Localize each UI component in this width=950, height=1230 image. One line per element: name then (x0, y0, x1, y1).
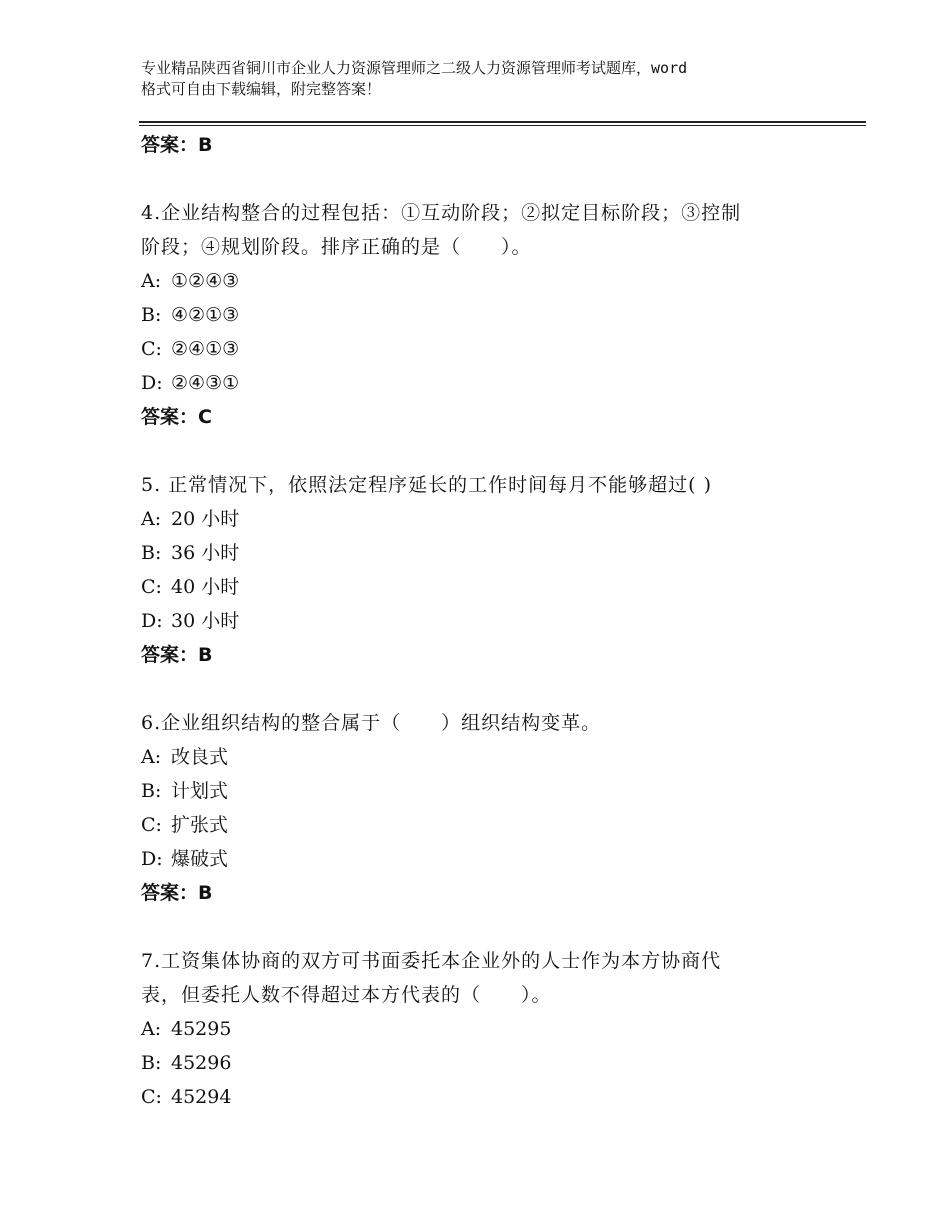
option-a (141, 1012, 841, 1046)
question-stem-line: 6.企业组织结构的整合属于（ ）组织结构变革。 (141, 712, 602, 734)
option-d (141, 842, 841, 876)
option-text: 40 小时 (171, 576, 240, 598)
question-7 (141, 944, 841, 1114)
option-c (141, 1080, 841, 1114)
option-b (141, 774, 841, 808)
option-letter: C: (141, 576, 162, 598)
option-text: 45296 (171, 1052, 232, 1074)
answer-line: 答案：B (141, 644, 213, 666)
option-a (141, 740, 841, 774)
question-stem-line: 7.工资集体协商的双方可书面委托本企业外的人士作为本方协商代 (141, 950, 722, 972)
option-text: ②④①③ (171, 338, 240, 360)
question-4 (141, 196, 841, 434)
header-title-line-1: 专业精品陕西省铜川市企业人力资源管理师之二级人力资源管理师考试题库，word (141, 59, 688, 77)
document-header (141, 58, 841, 100)
header-rule-thick (139, 121, 866, 123)
option-b (141, 536, 841, 570)
option-letter: D: (141, 372, 163, 394)
option-b (141, 298, 841, 332)
option-text: 20 小时 (171, 508, 240, 530)
question-6 (141, 706, 841, 910)
question-stem-line: 表，但委托人数不得超过本方代表的（ ）。 (141, 984, 552, 1006)
option-c (141, 332, 841, 366)
option-letter: C: (141, 1086, 162, 1108)
option-letter: A: (141, 508, 162, 530)
option-letter: A: (141, 1018, 162, 1040)
option-letter: A: (141, 746, 162, 768)
question-list (141, 128, 841, 1114)
option-text: ②④③① (171, 372, 240, 394)
option-letter: C: (141, 338, 162, 360)
option-text: 30 小时 (171, 610, 240, 632)
option-text: ①②④③ (171, 270, 240, 292)
header-rule-thin (139, 125, 866, 126)
option-a (141, 264, 841, 298)
option-text: 45295 (171, 1018, 232, 1040)
option-c (141, 570, 841, 604)
header-title-line-2: 格式可自由下载编辑，附完整答案！ (141, 80, 382, 98)
option-c (141, 808, 841, 842)
question-stem-line: 5. 正常情况下，依照法定程序延长的工作时间每月不能够超过( ) (141, 474, 713, 496)
option-text: 计划式 (171, 780, 229, 802)
option-d (141, 604, 841, 638)
option-text: 改良式 (171, 746, 229, 768)
option-text: 扩张式 (171, 814, 229, 836)
option-letter: B: (141, 1052, 162, 1074)
option-text: 45294 (171, 1086, 232, 1108)
previous-question-answer: 答案：B (141, 134, 213, 156)
question-5 (141, 468, 841, 672)
option-letter: D: (141, 848, 163, 870)
answer-line: 答案：C (141, 406, 212, 428)
option-letter: B: (141, 780, 162, 802)
question-stem-line: 4.企业结构整合的过程包括：①互动阶段；②拟定目标阶段；③控制 (141, 202, 742, 224)
option-letter: B: (141, 304, 162, 326)
option-b (141, 1046, 841, 1080)
option-letter: C: (141, 814, 162, 836)
option-text: 爆破式 (171, 848, 229, 870)
option-letter: A: (141, 270, 162, 292)
question-stem-line: 阶段；④规划阶段。排序正确的是（ ）。 (141, 236, 532, 258)
option-text: 36 小时 (171, 542, 240, 564)
option-text: ④②①③ (171, 304, 240, 326)
option-letter: D: (141, 610, 163, 632)
option-letter: B: (141, 542, 162, 564)
option-a (141, 502, 841, 536)
option-d (141, 366, 841, 400)
answer-line: 答案：B (141, 882, 213, 904)
